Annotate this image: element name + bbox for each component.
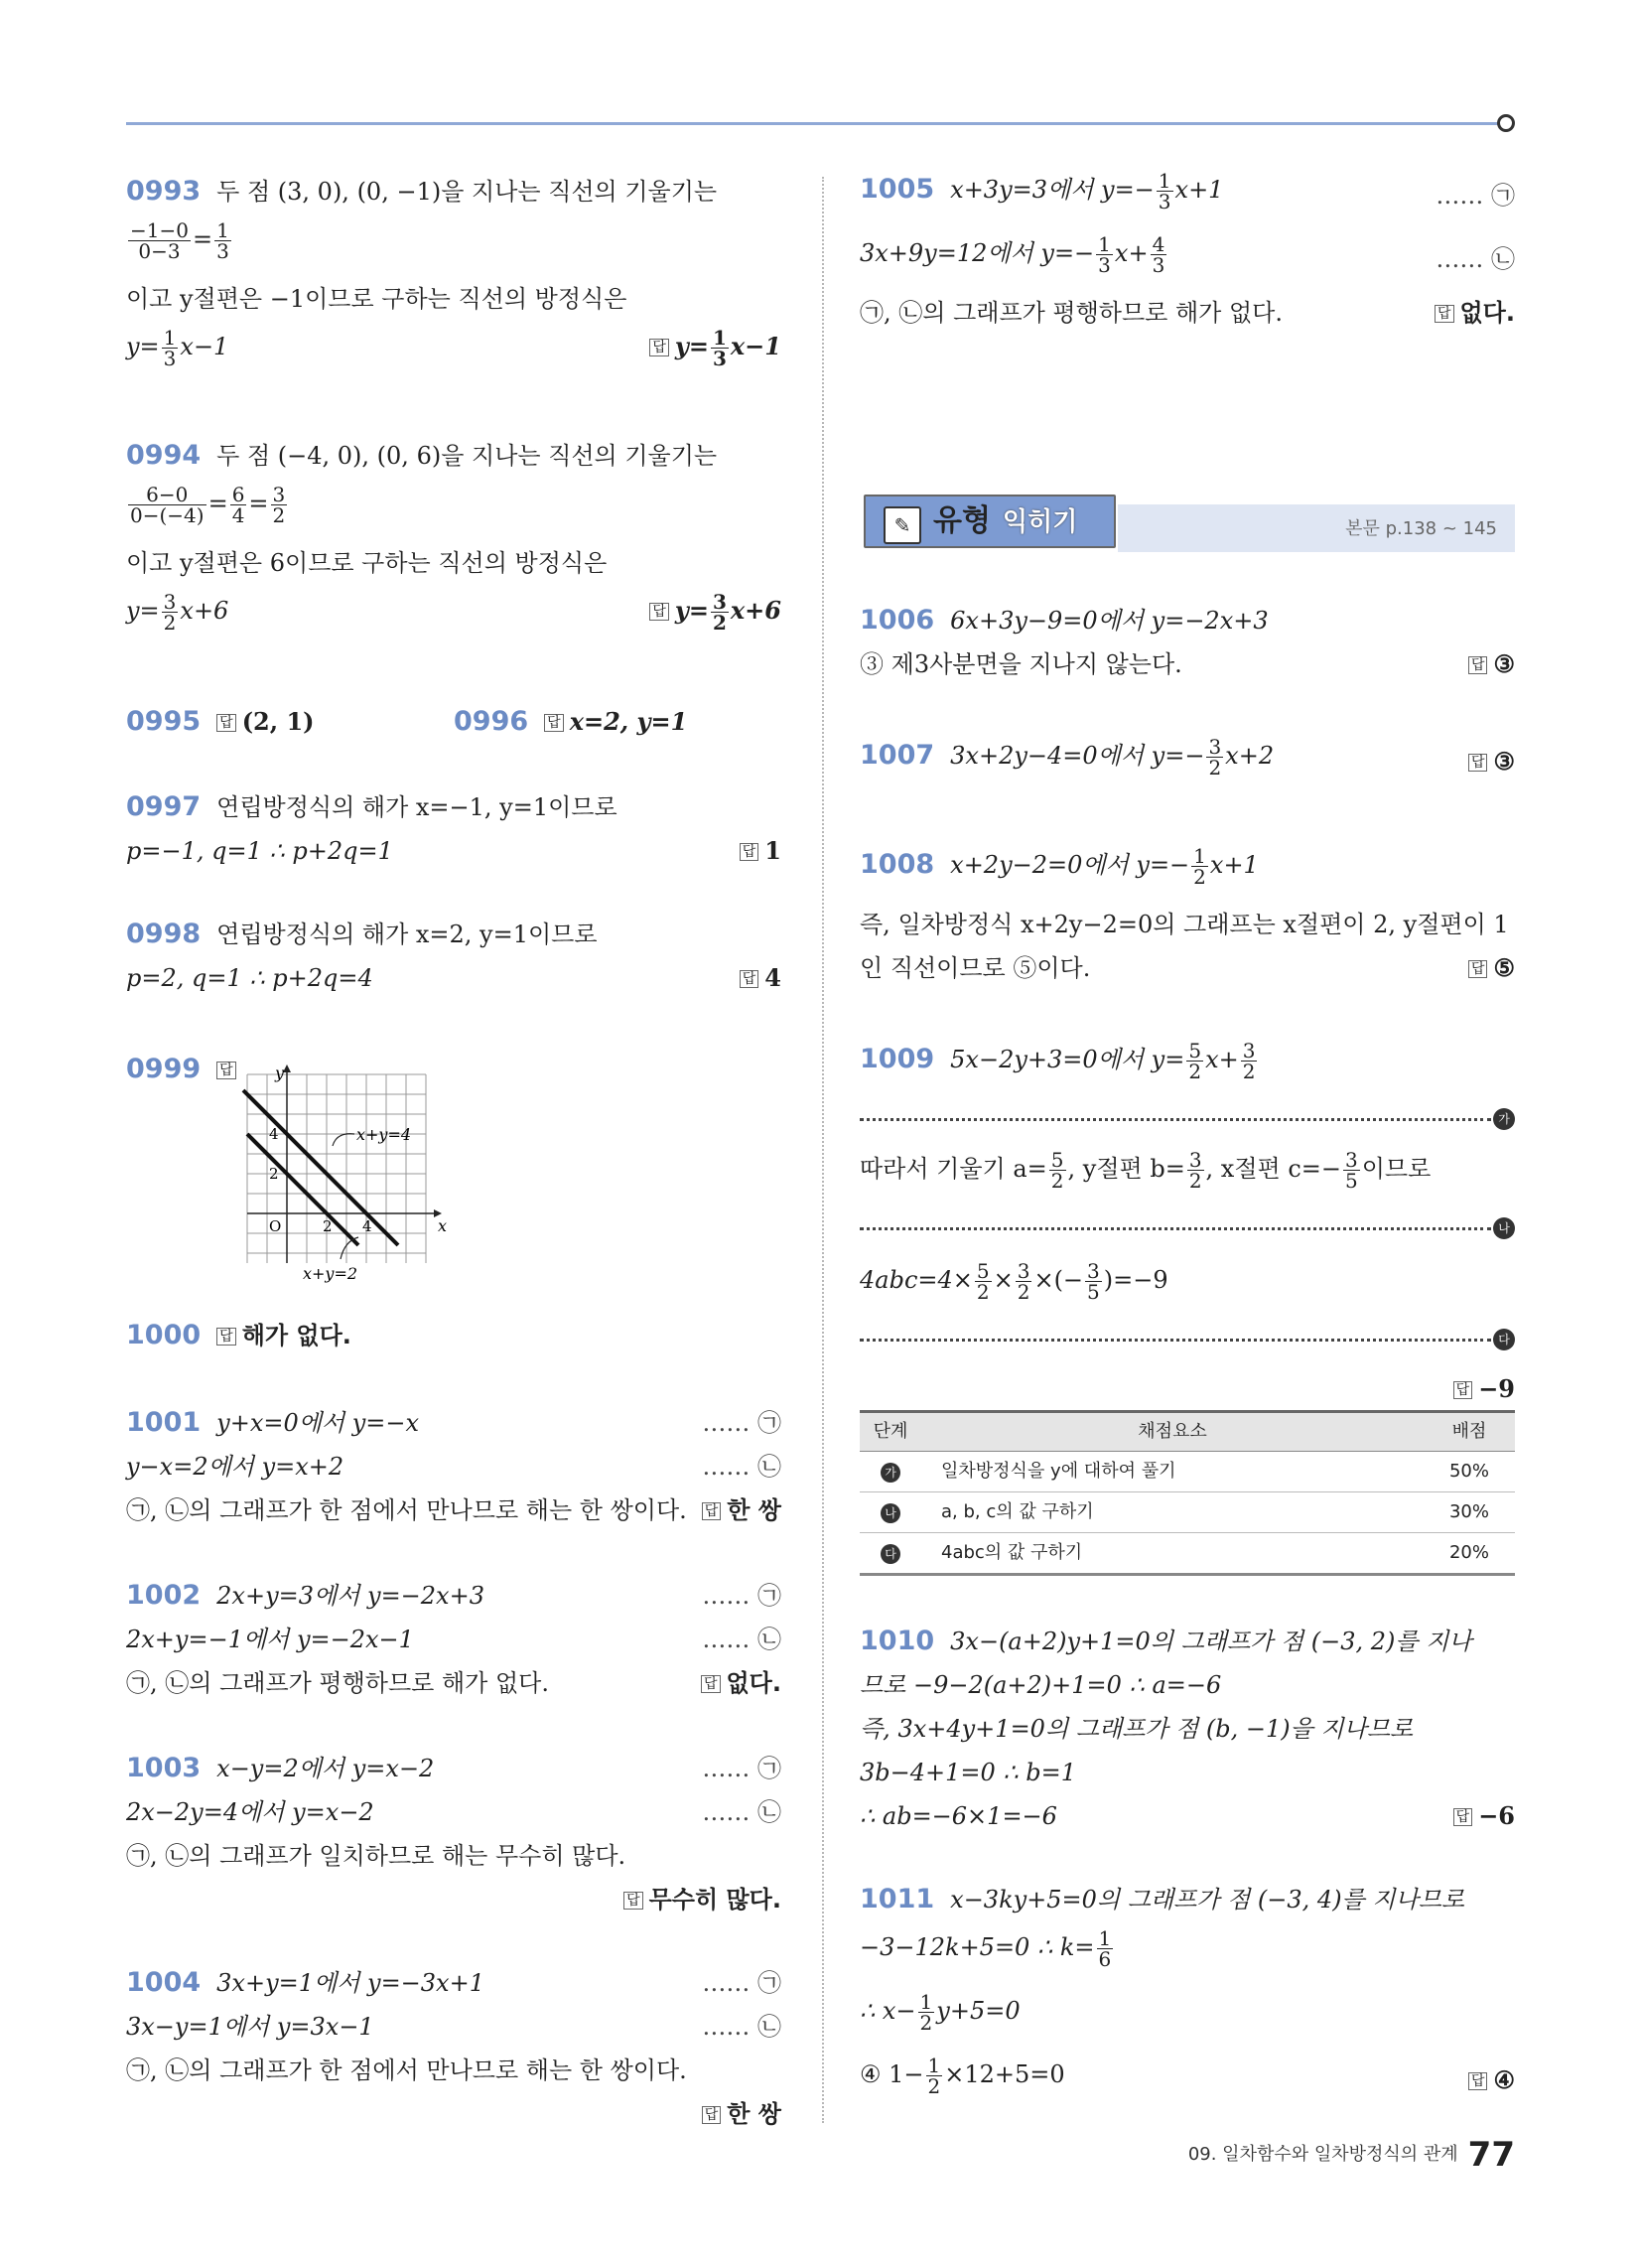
- table-header: 채점요소: [921, 1412, 1424, 1452]
- line-label: x+y=2: [303, 1264, 358, 1283]
- problem-0995: 0995 답 (2, 1) 0996 답 x=2, y=1: [126, 706, 688, 737]
- answer: 답 y= $\frac{1}{3}$ x−1: [649, 328, 781, 368]
- answer: 답 −6: [1453, 1801, 1515, 1831]
- step-marker: 나: [1493, 1217, 1515, 1239]
- table-header: 단계: [860, 1412, 921, 1452]
- page-footer: [1188, 2135, 1515, 2175]
- line-label: x+y=4: [356, 1125, 412, 1144]
- problem-0999: 0999 답 y x O 2 4 2 4 x+y=4 x+y=2: [126, 1055, 781, 1283]
- problem-1009: 1009 5x−2y+3=0에서 y= $\frac{5}{2}$ x+ $\frac{3}{2}$ 가 따라서 기울기 a= $\frac{5}{2}$ , y절편 b= $\frac{3}{2}$ , x절편 c=− $\frac{3}{5}$ 이므로 나 4abc=4× $\frac{5}{2}$ × $\frac{3}{2}$ ×(− $\frac{3}{5}$ )=−9 다 답 −9: [860, 1039, 1515, 1403]
- x-tick-label: 2: [323, 1217, 333, 1235]
- pencil-icon: ✎: [884, 506, 921, 544]
- page-number: 77: [1467, 2135, 1515, 2175]
- problem-1004: 1004 3x+y=1에서 y=−3x+1 …… ㉠ 3x−y=1에서 y=3x−1 …… ㉡ ㉠, ㉡의 그래프가 한 점에서 만나므로 해는 한 쌍이다. 답 한 쌍: [126, 1967, 781, 2128]
- fraction: $\frac{-1-0}{0-3}$: [130, 218, 189, 263]
- problem-0993: 0993 두 점 (3, 0), (0, −1)을 지나는 직선의 기울기는 $\frac{-1-0}{0-3}$ = $\frac{1}{3}$ 이고 y절편은 −1이므로 구하는 직선의 방정식은 y= $\frac{1}{3}$ x−1 답 y= $\frac{1}{3}$ x−1: [126, 176, 781, 370]
- x-axis-label: x: [438, 1216, 448, 1235]
- banner-title: 유형: [933, 503, 991, 538]
- problem-0994: 0994 두 점 (−4, 0), (0, 6)을 지나는 직선의 기울기는 $\frac{6-0}{0-(-4)}$ = $\frac{6}{4}$ = $\frac{3}{2}$ 이고 y절편은 6이므로 구하는 직선의 방정식은 y= $\frac{3}{2}$ x+6 답 y= $\frac{3}{2}$ x+6: [126, 440, 781, 635]
- chapter-title: 09. 일차함수와 일차방정식의 관계: [1187, 2144, 1458, 2165]
- solution-text: 이고 y절편은 6이므로 구하는 직선의 방정식은: [126, 549, 608, 577]
- answer: 답 y= $\frac{3}{2}$ x+6: [649, 592, 781, 633]
- answer: 답 ④: [1468, 2065, 1515, 2095]
- problem-1005: 1005 x+3y=3에서 y=− $\frac{1}{3}$ x+1 …… ㉠ 3x+9y=12에서 y=− $\frac{1}{3}$ x+ $\frac{4}{3}$ …… ㉡ ㉠, ㉡의 그래프가 평행하므로 해가 없다. 답 없다.: [860, 169, 1515, 327]
- banner-subtitle: 익히기: [1002, 507, 1078, 537]
- solution-text: 이고 y절편은 −1이므로 구하는 직선의 방정식은: [126, 285, 627, 313]
- problem-number: 0993: [126, 176, 202, 207]
- table-row: 나 a, b, c의 값 구하기 30%: [860, 1492, 1515, 1533]
- answer: 답 없다.: [701, 1668, 781, 1698]
- scoring-table: [860, 1410, 1515, 1576]
- answer: 답 −9: [1453, 1374, 1515, 1404]
- linear-graph: [237, 1064, 466, 1283]
- top-rule: [126, 122, 1504, 125]
- problem-1007: 1007 3x+2y−4=0에서 y=− $\frac{3}{2}$ x+2 답 ③: [860, 735, 1515, 780]
- solution-text: 두 점 (3, 0), (0, −1)을 지나는 직선의 기울기는: [216, 178, 718, 206]
- solution-text: 두 점 (−4, 0), (0, 6)을 지나는 직선의 기울기는: [216, 442, 718, 470]
- answer: 답 1: [740, 836, 781, 866]
- page-reference: 본문 p.138 ~ 145: [1345, 518, 1497, 539]
- graph-line-x-plus-y-eq-4: [243, 1090, 398, 1245]
- problem-0997: 0997 연립방정식의 해가 x=−1, y=1이므로 p=−1, q=1 ∴ p+2q=1 답 1: [126, 791, 781, 865]
- section-banner: [860, 491, 1515, 552]
- fraction: $\frac{1}{3}$: [216, 218, 229, 263]
- y-tick-label: 2: [269, 1165, 279, 1183]
- table-row: 다 4abc의 값 구하기 20%: [860, 1533, 1515, 1575]
- problem-0996: 0996 답 x=2, y=1: [454, 706, 688, 737]
- answer: 답 한 쌍: [702, 2099, 781, 2129]
- y-axis-label: y: [275, 1064, 285, 1082]
- column-divider: [822, 177, 824, 2123]
- answer: x=2, y=1: [569, 707, 688, 736]
- problem-1003: 1003 x−y=2에서 y=x−2 …… ㉠ 2x−2y=4에서 y=x−2 …… ㉡ ㉠, ㉡의 그래프가 일치하므로 해는 무수히 많다. 답 무수히 많다.: [126, 1753, 781, 1914]
- step-marker: 가: [1493, 1108, 1515, 1130]
- answer: 답 ③: [1468, 747, 1515, 777]
- answer: 답 ③: [1468, 649, 1515, 679]
- table-header: 배점: [1424, 1412, 1515, 1452]
- answer: 답 한 쌍: [702, 1495, 781, 1525]
- banner-tab: [864, 495, 1116, 548]
- problem-1000: 1000 답 해가 없다.: [126, 1320, 351, 1350]
- problem-1001: 1001 y+x=0에서 y=−x …… ㉠ y−x=2에서 y=x+2 …… ㉡ ㉠, ㉡의 그래프가 한 점에서 만나므로 해는 한 쌍이다. 답 한 쌍: [126, 1407, 781, 1524]
- answer: 답 없다.: [1435, 298, 1515, 328]
- y-tick-label: 4: [269, 1125, 279, 1143]
- answer: 답 4: [740, 963, 781, 993]
- problem-1006: 1006 6x+3y−9=0에서 y=−2x+3 ③ 제3사분면을 지나지 않는다. 답 ③: [860, 605, 1515, 678]
- problem-1002: 1002 2x+y=3에서 y=−2x+3 …… ㉠ 2x+y=−1에서 y=−2x−1 …… ㉡ ㉠, ㉡의 그래프가 평행하므로 해가 없다. 답 없다.: [126, 1580, 781, 1697]
- problem-number: 0994: [126, 440, 202, 471]
- origin-label: O: [269, 1217, 282, 1235]
- problem-1011: 1011 x−3ky+5=0의 그래프가 점 (−3, 4)를 지나므로 −3−12k+5=0 ∴ k= $\frac{1}{6}$ ∴ x− $\frac{1}{2}$ y+5=0 ④ 1− $\frac{1}{2}$ ×12+5=0 답 ④: [860, 1884, 1515, 2098]
- answer: 답 ⑤: [1468, 953, 1515, 983]
- answer: 해가 없다.: [241, 1322, 351, 1349]
- problem-1008: 1008 x+2y−2=0에서 y=− $\frac{1}{2}$ x+1 즉, 일차방정식 x+2y−2=0의 그래프는 x절편이 2, y절편이 1 인 직선이므로 ⑤이다. 답 ⑤: [860, 844, 1515, 982]
- problem-1010: 1010 3x−(a+2)y+1=0의 그래프가 점 (−3, 2)를 지나 므로 −9−2(a+2)+1=0 ∴ a=−6 즉, 3x+4y+1=0의 그래프가 점 (b, −1)을 지나므로 3b−4+1=0 ∴ b=1 ∴ ab=−6×1=−6 답 −6: [860, 1626, 1515, 1830]
- problem-0998: 0998 연립방정식의 해가 x=2, y=1이므로 p=2, q=1 ∴ p+2q=4 답 4: [126, 919, 781, 992]
- answer: (2, 1): [241, 707, 315, 736]
- answer: 답 무수히 많다.: [623, 1885, 781, 1914]
- step-marker: 다: [1493, 1329, 1515, 1350]
- table-row: 가 일차방정식을 y에 대하여 풀기 50%: [860, 1452, 1515, 1492]
- x-tick-label: 4: [362, 1217, 372, 1235]
- top-rule-end-dot: [1497, 114, 1515, 132]
